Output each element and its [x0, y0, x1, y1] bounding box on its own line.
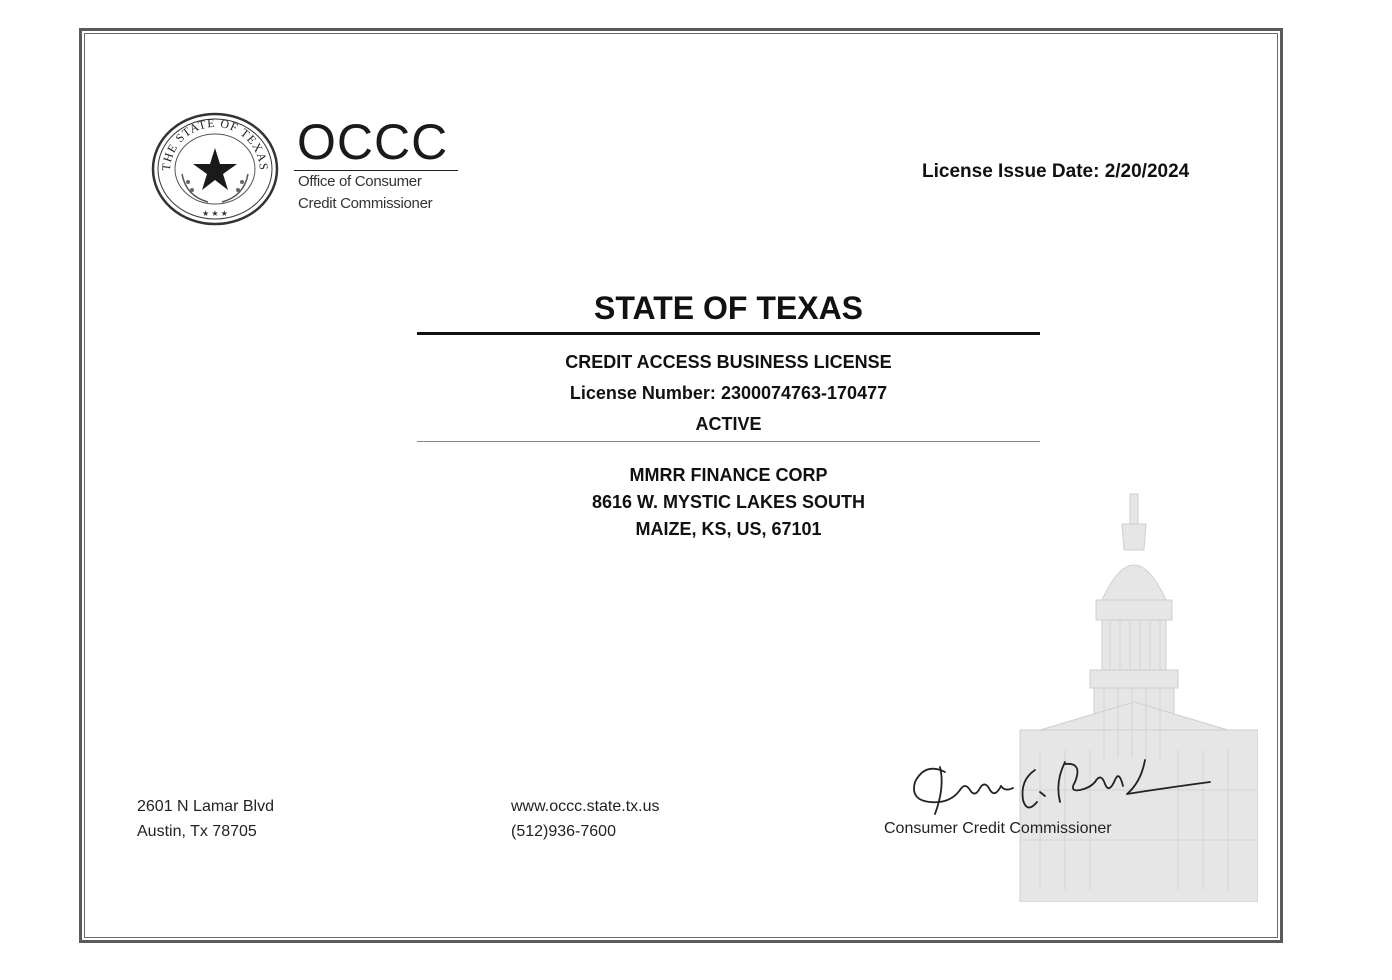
office-address-line2: Austin, Tx 78705 [137, 823, 257, 840]
issue-date-value: 2/20/2024 [1104, 161, 1190, 182]
license-details [417, 286, 1040, 543]
license-issue-date [922, 161, 1189, 183]
license-number-value: 2300074763-170477 [720, 383, 888, 403]
license-status: ACTIVE [695, 414, 762, 434]
org-name-line1: Office of Consumer [298, 173, 422, 190]
business-address-line2: MAIZE, KS, US, 67101 [635, 519, 822, 539]
capitol-watermark-icon [1010, 490, 1258, 902]
svg-text:★ ★ ★: ★ ★ ★ [202, 209, 228, 218]
business-address-line1: 8616 W. MYSTIC LAKES SOUTH [591, 492, 866, 512]
texas-seal-icon [150, 112, 280, 226]
details-divider [417, 441, 1040, 442]
office-address-line1: 2601 N Lamar Blvd [137, 798, 274, 815]
org-divider [294, 170, 458, 171]
commissioner-signature-icon [905, 752, 1215, 822]
licensee-block [417, 462, 1040, 543]
state-title: STATE OF TEXAS [593, 290, 864, 326]
seal-text: THE STATE OF TEXAS [158, 115, 272, 172]
office-address [137, 794, 274, 844]
org-name-line2: Credit Commissioner [298, 195, 433, 212]
office-website: www.occc.state.tx.us [511, 798, 660, 815]
license-number-label: License Number: [569, 383, 716, 403]
office-contact [511, 794, 660, 844]
license-number [417, 382, 1040, 404]
signatory-title: Consumer Credit Commissioner [884, 820, 1112, 837]
license-type: CREDIT ACCESS BUSINESS LICENSE [565, 352, 892, 372]
business-name: MMRR FINANCE CORP [629, 465, 828, 485]
title-divider [417, 332, 1040, 335]
org-acronym: OCCC [297, 114, 449, 170]
office-phone: (512)936-7600 [511, 823, 616, 840]
issue-date-label: License Issue Date: [922, 161, 1100, 182]
